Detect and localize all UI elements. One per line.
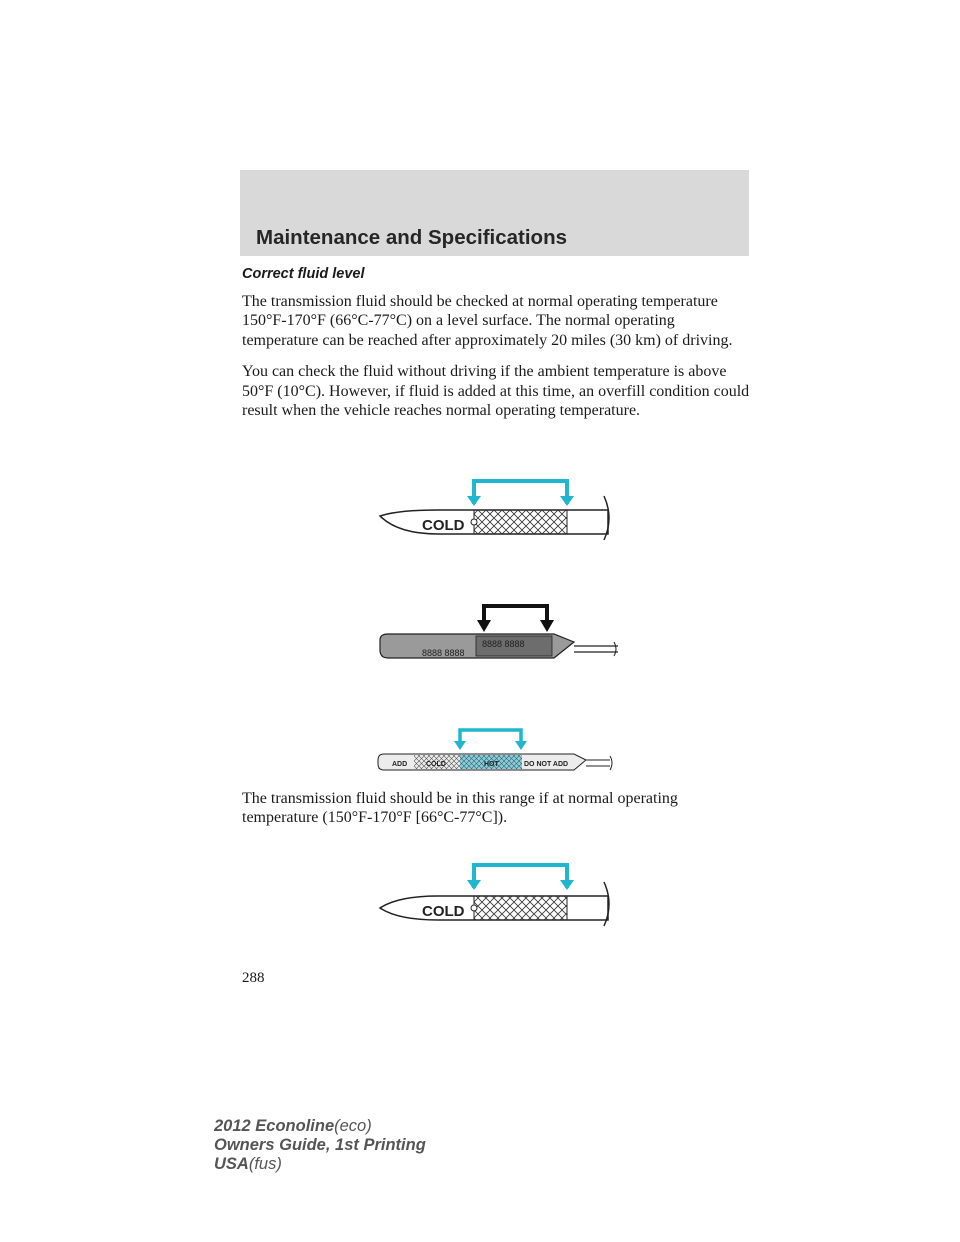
crosshatch-zone xyxy=(474,510,567,534)
svg-text:8888 8888: 8888 8888 xyxy=(482,639,525,649)
footer-model-code: (eco) xyxy=(334,1117,372,1135)
footer-market-code: (fus) xyxy=(248,1155,282,1173)
cold-label: COLD xyxy=(426,761,446,768)
dipstick-normal-range-illustration xyxy=(378,862,623,934)
dipstick-add-hot-illustration xyxy=(374,726,624,778)
arrow-right xyxy=(540,620,554,632)
dipstick-black-bracket-illustration xyxy=(378,600,623,666)
paragraph: You can check the fluid without driving if the ambient temperature is above 50°F (10°C). However, if fluid is added at this time, an overfill condition could result when the vehicle reaches normal operating temperature. xyxy=(242,363,750,420)
subheading: Correct fluid level xyxy=(242,266,365,282)
paragraph: The transmission fluid should be checked at normal operating temperature 150°F-170°F (66°C-77°C) on a level surface. The normal operating temperature can be reached after approximately 20 miles (30 km) of driving. xyxy=(242,293,733,349)
arrow-left xyxy=(467,880,481,890)
body-text xyxy=(242,266,752,420)
cold-label: COLD xyxy=(422,903,465,920)
hot-label: HOT xyxy=(484,761,499,768)
footer-market: USA xyxy=(214,1155,249,1173)
arrow-right xyxy=(560,880,574,890)
dipstick-cold-illustration xyxy=(378,474,623,546)
add-label: ADD xyxy=(392,761,408,768)
paragraph: The transmission fluid should be in this range if at normal operating temperature (150°F-170°F [66°C-77°C]). xyxy=(242,790,678,827)
section-title: Maintenance and Specifications xyxy=(256,226,567,249)
arrow-right xyxy=(515,741,527,750)
arrow-right xyxy=(560,496,574,506)
footer-guide: Owners Guide, 1st Printing xyxy=(214,1136,426,1154)
section-header-band xyxy=(240,170,749,256)
page-number: 288 xyxy=(242,970,265,986)
svg-text:8888 8888: 8888 8888 xyxy=(422,648,465,658)
footer-model: 2012 Econoline xyxy=(214,1117,335,1135)
cold-label: COLD xyxy=(422,517,465,534)
arrow-left xyxy=(477,620,491,632)
do-not-add-label: DO NOT ADD xyxy=(524,761,569,768)
range-bracket xyxy=(460,730,521,746)
crosshatch-zone xyxy=(474,896,567,920)
range-bracket xyxy=(474,865,567,888)
document-footer xyxy=(214,1117,426,1174)
range-bracket xyxy=(474,481,567,504)
arrow-left xyxy=(467,496,481,506)
arrow-left xyxy=(454,741,466,750)
range-bracket xyxy=(484,606,547,626)
